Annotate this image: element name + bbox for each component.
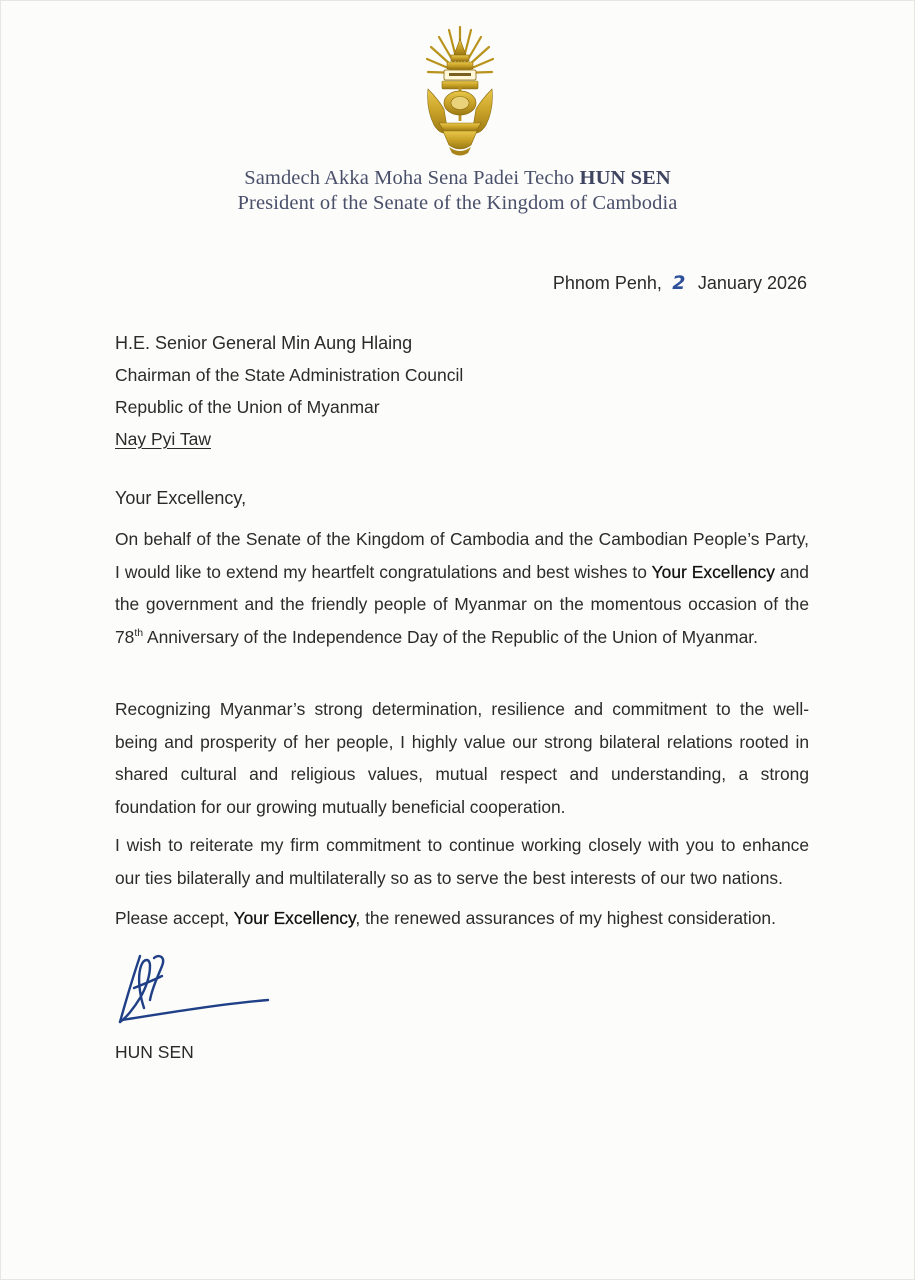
letterhead-honorific: Samdech Akka Moha Sena Padei Techo	[244, 167, 575, 189]
p1-emphasis: Your Excellency	[651, 561, 775, 582]
body-paragraph-2: Recognizing Myanmar’s strong determination, resilience and commitment to the well-being and prosperity of her people, I highly value our strong bilateral relations rooted in shared cultural and religious values, mutual respect and understanding, a strong foundation for our growing mutually beneficial cooperation.	[115, 699, 809, 817]
p1-ordinal-suffix: th	[134, 626, 144, 639]
body-paragraph-4	[115, 902, 809, 935]
recipient-name: H.E. Senior General Min Aung Hlaing	[115, 333, 413, 353]
dateline	[553, 272, 807, 294]
handwritten-signature-icon	[110, 948, 275, 1033]
letterhead-name: HUN SEN	[579, 167, 671, 189]
p1-text-c: Anniversary of the Independence Day of the Republic of the Union of Myanmar.	[146, 626, 758, 647]
royal-emblem-icon	[425, 25, 495, 157]
p1-text-b: and the government and the friendly people of Myanmar on the momentous occasion of the 78	[115, 561, 809, 647]
body-paragraph-1	[115, 523, 809, 653]
p4-text-b: , the renewed assurances of my highest consideration.	[355, 908, 776, 928]
letterhead-title	[0, 167, 915, 190]
letterhead-position: President of the Senate of the Kingdom of Cambodia	[237, 192, 678, 214]
date-day-handwritten: 2	[672, 272, 686, 294]
recipient-city: Nay Pyi Taw	[115, 429, 211, 449]
recipient-title: Chairman of the State Administration Council	[115, 365, 464, 385]
date-month-year: January 2026	[697, 273, 807, 293]
date-place: Phnom Penh,	[552, 273, 662, 293]
p4-text-a: Please accept,	[115, 908, 230, 928]
body-paragraph-3: I wish to reiterate my firm commitment to continue working closely with you to enhance our ties bilaterally and multilaterally so as to serve the best interests of our two nations.	[115, 835, 809, 888]
signer-name: HUN SEN	[115, 1042, 194, 1062]
salutation: Your Excellency,	[115, 488, 247, 508]
p1-text-a: On behalf of the Senate of the Kingdom of Cambodia and the Cambodian People’s Party, I would like to extend my heartfelt congratulations and best wishes to	[115, 529, 809, 582]
recipient-country: Republic of the Union of Myanmar	[115, 397, 380, 417]
p4-emphasis: Your Excellency	[233, 908, 356, 928]
